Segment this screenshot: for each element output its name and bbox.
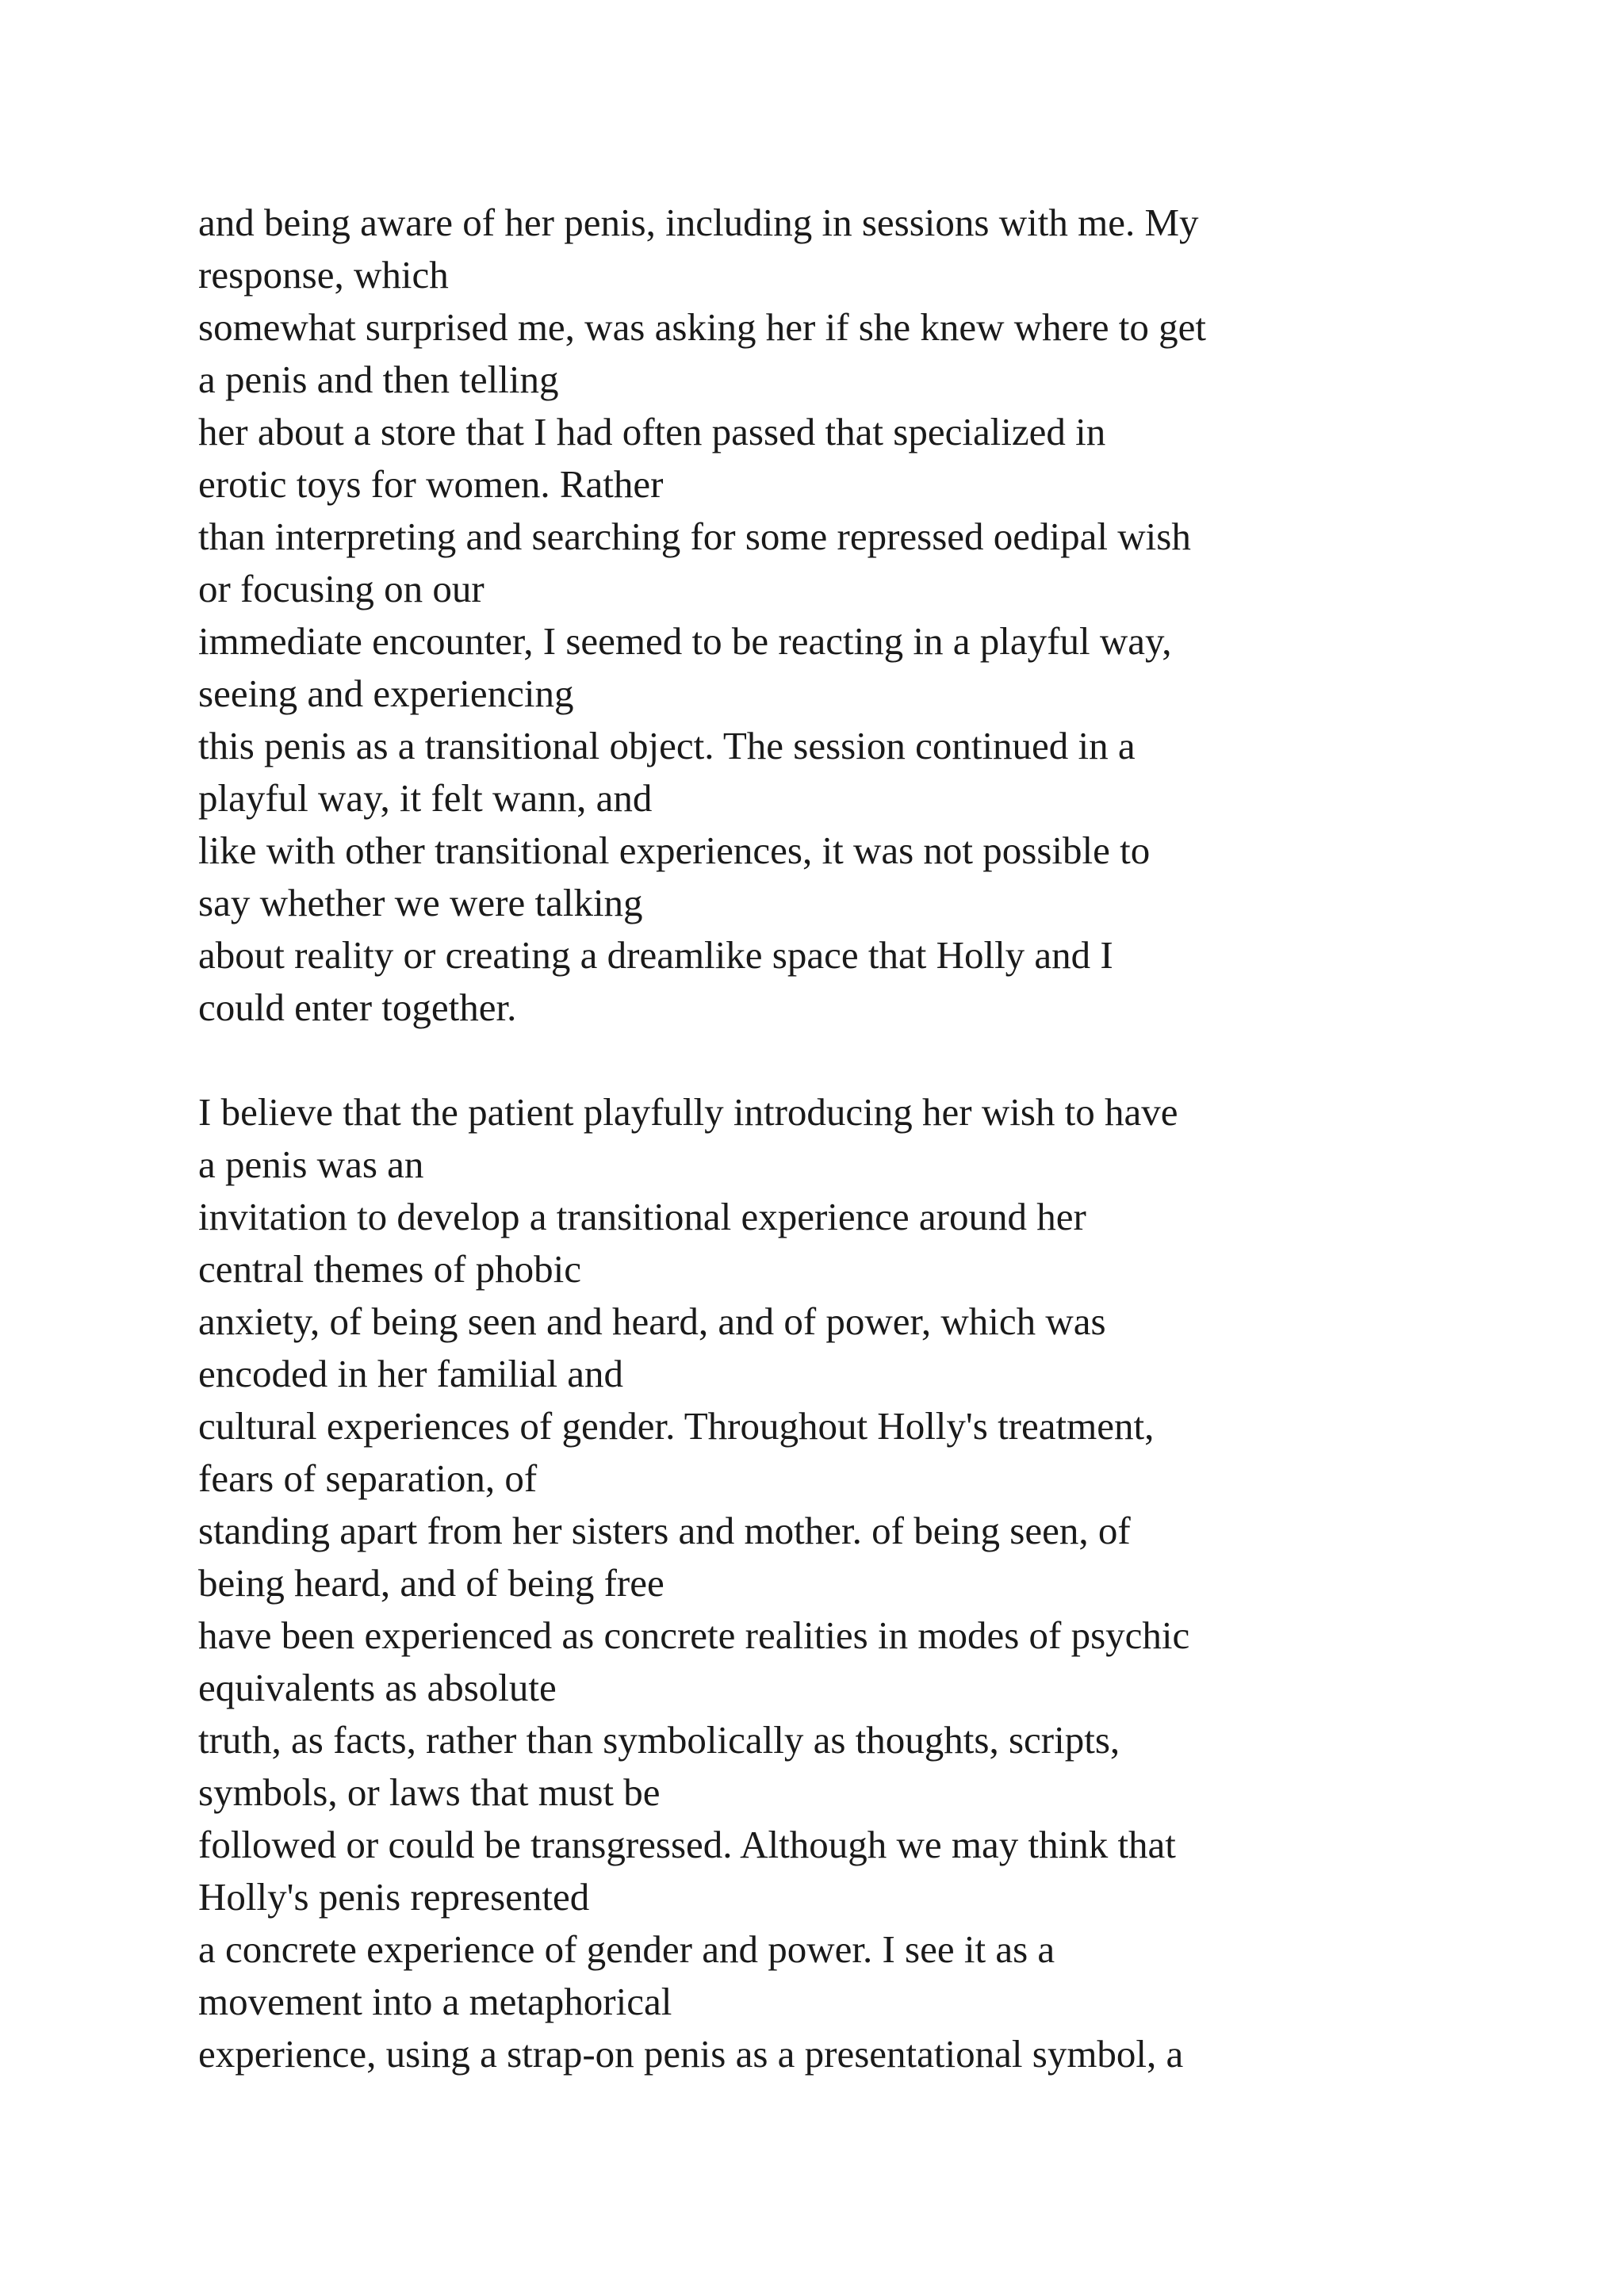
text-line: a penis and then telling bbox=[198, 358, 559, 401]
text-line: could enter together. bbox=[198, 985, 517, 1029]
text-line: standing apart from her sisters and mother. of being seen, of bbox=[198, 1509, 1131, 1552]
paragraph-2 bbox=[198, 1086, 1483, 2080]
text-line: anxiety, of being seen and heard, and of power, which was bbox=[198, 1299, 1106, 1343]
text-line: central themes of phobic bbox=[198, 1247, 582, 1291]
text-line: seeing and experiencing bbox=[198, 672, 574, 715]
text-line: than interpreting and searching for some repressed oedipal wish bbox=[198, 515, 1191, 558]
text-line: somewhat surprised me, was asking her if she knew where to get bbox=[198, 305, 1206, 349]
text-line: Holly's penis represented bbox=[198, 1875, 590, 1919]
text-line: say whether we were talking bbox=[198, 881, 643, 924]
body-text bbox=[198, 197, 1483, 2080]
text-line: cultural experiences of gender. Throughout Holly's treatment, bbox=[198, 1404, 1155, 1448]
text-line: this penis as a transitional object. The session continued in a bbox=[198, 724, 1136, 767]
text-line: response, which bbox=[198, 253, 449, 297]
text-line: like with other transitional experiences, it was not possible to bbox=[198, 828, 1151, 872]
text-line: invitation to develop a transitional experience around her bbox=[198, 1195, 1086, 1238]
text-line: encoded in her familial and bbox=[198, 1352, 624, 1395]
text-line: a concrete experience of gender and power. I see it as a bbox=[198, 1927, 1055, 1971]
text-line: truth, as facts, rather than symbolically as thoughts, scripts, bbox=[198, 1718, 1120, 1762]
text-line: experience, using a strap-on penis as a presentational symbol, a bbox=[198, 2032, 1184, 2076]
text-line: fears of separation, of bbox=[198, 1456, 538, 1500]
text-line: playful way, it felt wann, and bbox=[198, 776, 653, 820]
text-line: a penis was an bbox=[198, 1142, 424, 1186]
text-line: equivalents as absolute bbox=[198, 1666, 557, 1709]
text-line: I believe that the patient playfully introducing her wish to have bbox=[198, 1090, 1178, 1134]
text-line: symbols, or laws that must be bbox=[198, 1770, 661, 1814]
text-line: her about a store that I had often passed that specialized in bbox=[198, 410, 1106, 453]
text-line: erotic toys for women. Rather bbox=[198, 462, 664, 506]
text-line: or focusing on our bbox=[198, 567, 485, 610]
paragraph-1 bbox=[198, 197, 1483, 1034]
text-line: movement into a metaphorical bbox=[198, 1980, 672, 2023]
text-line: have been experienced as concrete realities in modes of psychic bbox=[198, 1613, 1190, 1657]
text-line: being heard, and of being free bbox=[198, 1561, 665, 1605]
text-line: immediate encounter, I seemed to be reacting in a playful way, bbox=[198, 619, 1172, 663]
text-line: about reality or creating a dreamlike space that Holly and I bbox=[198, 933, 1113, 977]
text-line: and being aware of her penis, including in sessions with me. My bbox=[198, 201, 1199, 244]
text-line: followed or could be transgressed. Although we may think that bbox=[198, 1823, 1176, 1866]
paragraph-gap bbox=[198, 1034, 1483, 1086]
